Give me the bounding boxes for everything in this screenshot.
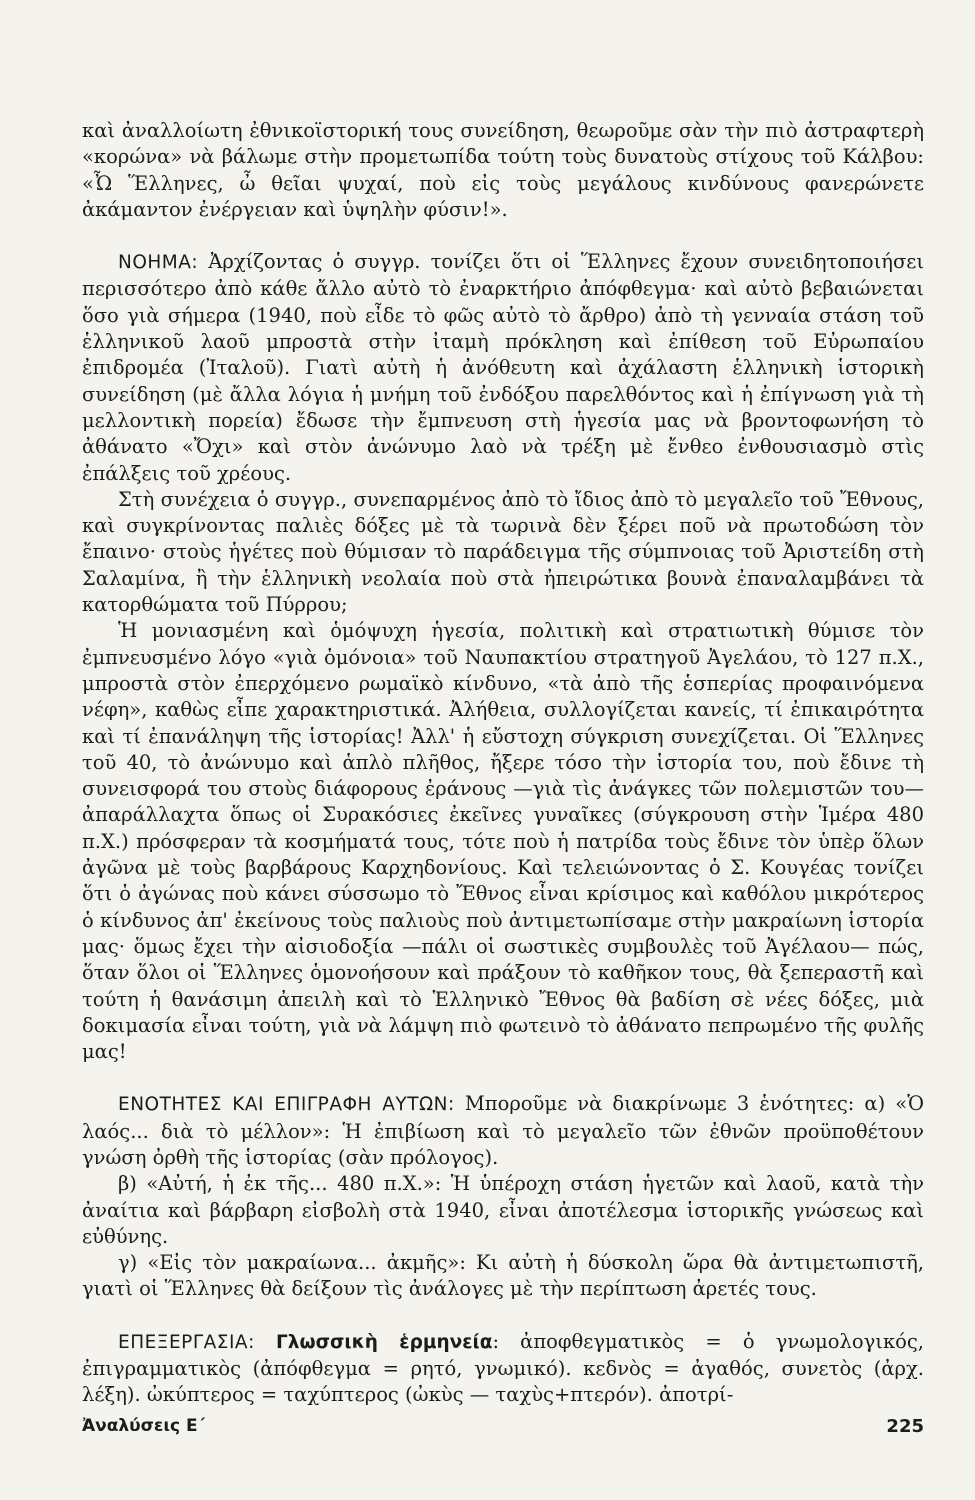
paragraph-sections xyxy=(82,1091,924,1171)
page-number: 225 xyxy=(886,1416,924,1437)
paragraph-intro: καὶ ἀναλλοίωτη ἐθνικοϊστορική τους συνείδηση, θεωροῦμε σὰν τὴν πιὸ ἀστραφτερὴ «κορώνα» νὰ βάλωμε στὴν προμετωπίδα τούτη τοὺς δυνατοὺς στίχους τοῦ Κάλβου: «Ὦ Ἕλληνες, ὦ θεῖαι ψυχαί, ποὺ εἰς τοὺς μεγάλους κινδύνους φανερώνετε ἀκάμαντον ἐνέργειαν καὶ ὑψηλὴν φύσιν!». xyxy=(82,119,924,221)
book-title: Ἀναλύσεις Ε΄ xyxy=(82,1416,206,1436)
section-label-enotites: ΕΝΟΤΗΤΕΣ ΚΑΙ ΕΠΙΓΡΑΦΗ ΑΥΤΩΝ: xyxy=(118,1094,455,1116)
paragraph-section-c: γ) «Εἰς τὸν μακραίωνα... ἀκμῆς»: Κι αὐτὴ ἡ δύσκολη ὥρα θὰ ἀντιμετωπιστῆ, γιατὶ οἱ Ἕλληνες θὰ δείξουν τὶς ἀνάλογες μὲ τὴν περίπτωση ἀρετές τους. xyxy=(82,1251,924,1301)
paragraph-noima-text: Ἀρχίζοντας ὁ συγγρ. τονίζει ὅτι οἱ Ἕλληνες ἔχουν συνειδητοποιήσει περισσότερο ἀπὸ κάθε ἄλλο αὐτὸ τὸ ἐναρκτήριο ἀπόφθεγμα· καὶ αὐτὸ βεβαιώνεται ὅσο γιὰ σήμερα (1940, ποὺ εἶδε τὸ φῶς αὐτὸ τὸ ἄρθρο) ἀπὸ τὴ γενναία στάση τοῦ ἑλληνικοῦ λαοῦ μπροστὰ στὴν ἰταμὴ πρόκληση καὶ ἐπίθεση τοῦ Εὐρωπαίου ἐπιδρομέα (Ἰταλοῦ). Γιατὶ αὐτὴ ἡ ἀνόθευτη καὶ ἀχάλαστη ἑλληνικὴ ἱστορικὴ συνείδηση (μὲ ἄλλα λόγια ἡ μνήμη τοῦ ἐνδόξου παρελθόντος καὶ ἡ ἐπίγνωση γιὰ τὴ μελλοντικὴ πορεία) ἔδωσε τὴν ἔμπνευση στὴ ἡγεσία μας νὰ βροντοφωνήση τὸ ἀθάνατο «Ὄχι» καὶ στὸν ἀνώνυμο λαὸ νὰ τρέξη μὲ ἔνθεο ἐνθουσιασμὸ στὶς ἐπάλξεις τοῦ χρέους. xyxy=(82,250,925,485)
sublabel-glossiki: Γλωσσικὴ ἑρμηνεία xyxy=(276,1331,493,1353)
page-body xyxy=(82,118,924,1409)
paragraph-continuation: Στὴ συνέχεια ὁ συγγρ., συνεπαρμένος ἀπὸ τὸ ἴδιος ἀπὸ τὸ μεγαλεῖο τοῦ Ἔθνους, καὶ συγκρίνοντας παλιὲς δόξες μὲ τὰ τωρινὰ δὲν ξέρει ποῦ νὰ πρωτοδώση τὸν ἔπαινο· στοὺς ἡγέτες ποὺ θύμισαν τὸ παράδειγμα τῆς σύμπνοιας τοῦ Ἀριστείδη στὴ Σαλαμίνα, ἢ τὴν ἑλληνικὴ νεολαία ποὺ στὰ ἠπειρώτικα βουνὰ ἐπαναλαμβάνει τὰ κατορθώματα τοῦ Πύρρου; xyxy=(82,487,924,617)
paragraph-epexergasia-text: : ἀποφθεγματικὸς = ὁ γνωμολογικός, ἐπιγραμματικὸς (ἀπόφθεγμα = ρητό, γνωμικό). κεδνὸς = ἀγαθός, συνετὸς (ἀρχ. λέξη). ὠκύπτερος = ταχύπτερος (ὠκὺς — ταχὺς+πτερόν). ἀποτρί- xyxy=(82,1329,924,1407)
page-footer xyxy=(82,1416,924,1442)
paragraph-section-b: β) «Αὐτή, ἡ ἐκ τῆς... 480 π.Χ.»: Ἡ ὑπέροχη στάση ἡγετῶν καὶ λαοῦ, κατὰ τὴν ἀναίτια καὶ βάρβαρη εἰσβολὴ στὰ 1940, εἶναι ἀποτέλεσμα ἱστορικῆς γνώσεως καὶ εὐθύνης. xyxy=(82,1172,924,1248)
section-label-epexergasia: ΕΠΕΞΕΡΓΑΣΙΑ: xyxy=(118,1331,255,1353)
section-label-noima: ΝΟΗΜΑ: xyxy=(118,252,199,274)
paragraph-noima xyxy=(82,249,924,487)
paragraph-sections-text: Μποροῦμε νὰ διακρίνωμε 3 ἑνότητες: α) «Ὁ λαός... διὰ τὸ μέλλον»: Ἡ ἐπιβίωση καὶ τὸ μεγαλεῖο τῶν ἐθνῶν προϋποθέτουν γνώση ὀρθὴ τῆς ἱστορίας (σὰν πρόλογος). xyxy=(82,1092,924,1169)
paragraph-epexergasia xyxy=(82,1329,924,1409)
paragraph-leadership: Ἡ μονιασμένη καὶ ὁμόψυχη ἡγεσία, πολιτικὴ καὶ στρατιωτικὴ θύμισε τὸν ἐμπνευσμένο λόγο «γιὰ ὁμόνοια» τοῦ Ναυπακτίου στρατηγοῦ Ἀγελάου, τὸ 127 π.Χ., μπροστὰ στὸν ἐπερχόμενο ρωμαϊκὸ κίνδυνο, «τὰ ἀπὸ τῆς ἑσπερίας προφαινόμενα νέφη», καθὼς εἶπε χαρακτηριστικά. Ἀλήθεια, συλλογίζεται κανείς, τί ἐπικαιρότητα καὶ τί ἐπανάληψη τῆς ἱστορίας! Ἀλλ' ἡ εὔστοχη σύγκριση συνεχίζεται. Οἱ Ἕλληνες τοῦ 40, τὸ ἀνώνυμο καὶ ἁπλὸ πλῆθος, ἤξερε τόσο τὴν ἱστορία του, ποὺ ἔδινε τὴ συνεισφορά του στοὺς διάφορους ἐράνους —γιὰ τὶς ἀνάγκες τῶν πολεμιστῶν του— ἀπαράλλαχτα ὅπως οἱ Συρακόσιες ἐκεῖνες γυναῖκες (σύγκρουση στὴν Ἱμέρα 480 π.Χ.) πρόσφεραν τὰ κοσμήματά τους, τότε ποὺ ἡ πατρίδα τοὺς ἔδινε τὸν ὑπὲρ ὅλων ἀγῶνα μὲ τοὺς βαρβάρους Καρχηδονίους. Καὶ τελειώνοντας ὁ Σ. Κουγέας τονίζει ὅτι ὁ ἀγώνας ποὺ κάνει σύσσωμο τὸ Ἔθνος εἶναι κρίσιμος καὶ καθόλου μικρότερος ὁ κίνδυνος ἀπ' ἐκείνους τοὺς παλιοὺς ποὺ ἀντιμετωπίσαμε στὴν μακραίωνη ἱστορία μας· ὅμως ἔχει τὴν αἰσιοδοξία —πάλι οἱ σωστικὲς συμβουλὲς τοῦ Ἀγέλαου— πώς, ὅταν ὅλοι οἱ Ἕλληνες ὁμονοήσουν καὶ πράξουν τὸ καθῆκον τους, θὰ ξεπεραστῆ καὶ τούτη ἡ θανάσιμη ἀπειλὴ καὶ τὸ Ἑλληνικὸ Ἔθνος θὰ βαδίση σὲ νέες δόξες, μιὰ δοκιμασία εἶναι τούτη, γιὰ νὰ λάμψη πιὸ φωτεινὸ τὸ ἀθάνατο πεπρωμένο τῆς φυλῆς μας! xyxy=(82,619,924,1064)
